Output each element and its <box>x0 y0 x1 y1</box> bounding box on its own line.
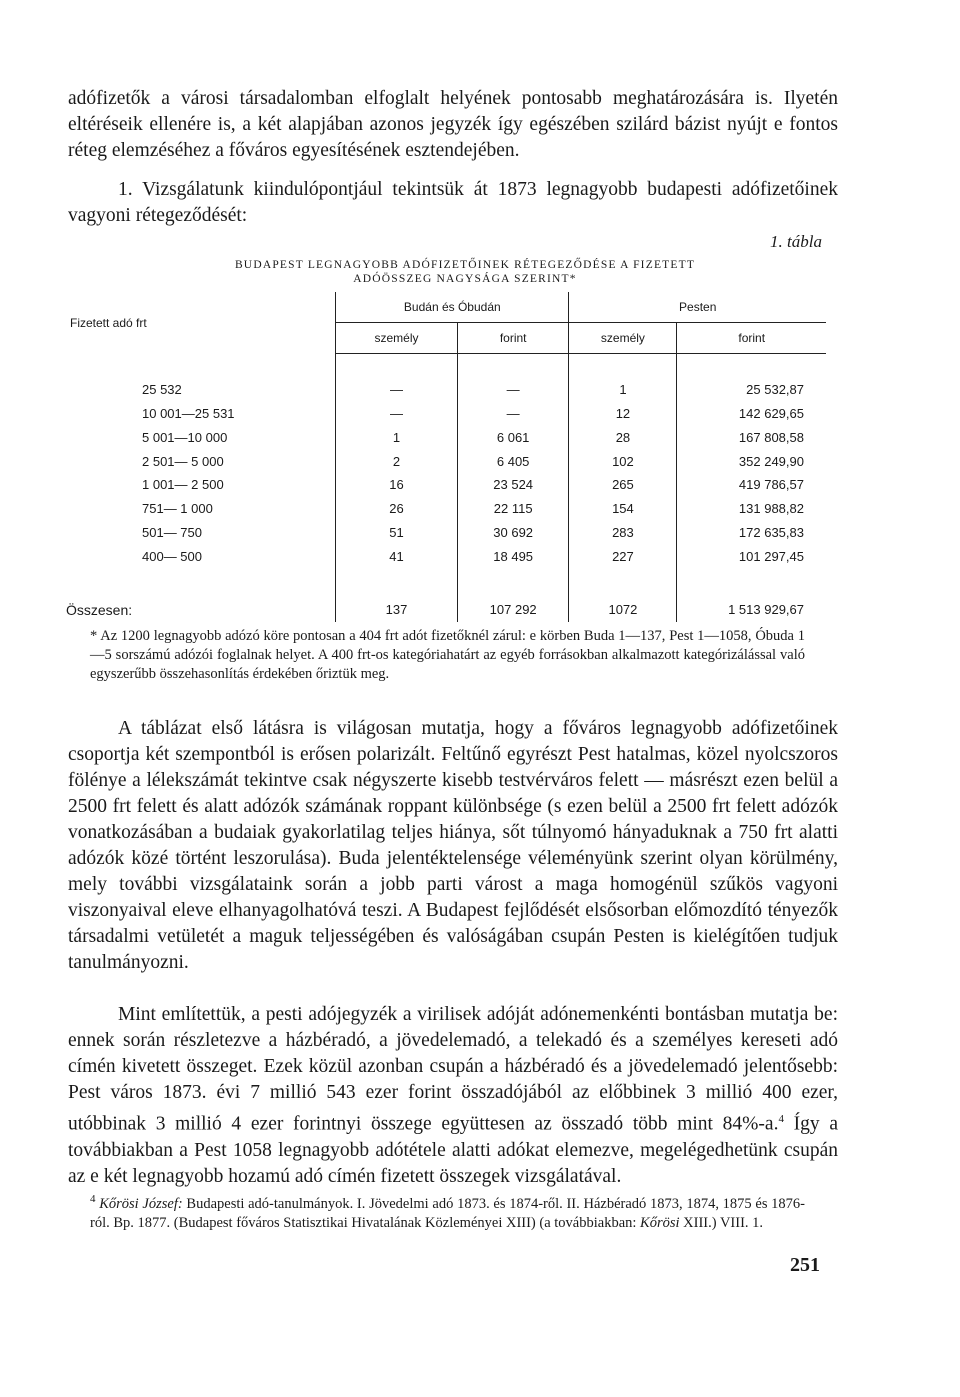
row-buda-szemely: 1 <box>336 425 458 449</box>
row-pest-forint: 142 629,65 <box>677 402 826 426</box>
row-buda-forint: 22 115 <box>457 497 569 521</box>
header-pest: Pesten <box>569 292 826 323</box>
table-row <box>66 497 826 521</box>
row-pest-szemely: 28 <box>569 425 677 449</box>
page-footnote <box>90 1190 805 1233</box>
row-buda-szemely: 41 <box>336 544 458 568</box>
row-category: 400— 500 <box>142 548 202 564</box>
row-buda-forint: 6 061 <box>457 425 569 449</box>
table-row <box>66 402 826 426</box>
total-row <box>66 592 826 622</box>
row-category: 501— 750 <box>142 524 202 540</box>
row-pest-forint: 131 988,82 <box>677 497 826 521</box>
header-buda: Budán és Óbudán <box>336 292 569 323</box>
row-buda-forint: 6 405 <box>457 449 569 473</box>
header-buda-szemely: személy <box>336 323 458 354</box>
row-buda-forint: 18 495 <box>457 544 569 568</box>
row-pest-szemely: 227 <box>569 544 677 568</box>
row-buda-szemely: — <box>336 378 458 402</box>
intro-paragraph: adófizetők a városi társadalomban elfoglalt helyének pontosabb meghatározására is. Ilyetén eltéréseik ellenére is, a két alapjában azonos jegyzék így egészében szilárd bázist nyújt e fontos réteg elemzéséhez a főváros egyesítésének esztendejében. <box>68 88 838 161</box>
row-buda-szemely: — <box>336 402 458 426</box>
row-category: 5 001—10 000 <box>142 429 228 445</box>
tax-table <box>66 292 826 622</box>
header-buda-forint: forint <box>457 323 569 354</box>
row-buda-szemely: 16 <box>336 473 458 497</box>
row-category: 25 532 <box>142 382 182 398</box>
page-number: 251 <box>790 1254 820 1276</box>
row-category: 10 001—25 531 <box>142 405 235 421</box>
body-paragraph-2-text: Mint említettük, a pesti adójegyzék a virilisek adóját adónemenkénti bontásban mutatja be: ennek során részletezve a házbéradó, a jövedelemadó, a telekadó és a személyes kereseti adó címén kivetett összeget. Ezek közül azonban csupán a házbéradó és a jövedelemadó jelentősebb: Pest város 1873. évi 7 millió 543 ezer forint összadójából az előbbinek 3 millió 400 ezer, utóbbinak 3 millió 4 ezer forintnyi összege együttesen az összadó több mint 84%-a. <box>68 1004 838 1135</box>
row-buda-szemely: 2 <box>336 449 458 473</box>
table-title-line1: BUDAPEST LEGNAGYOBB ADÓFIZETŐINEK RÉTEGEZŐDÉSE A FIZETETT <box>234 259 696 271</box>
row-pest-szemely: 12 <box>569 402 677 426</box>
page-footnote-author: Kőrösi József: <box>99 1195 183 1212</box>
footnote-reference: 4 <box>778 1113 784 1125</box>
row-pest-szemely: 283 <box>569 521 677 545</box>
row-buda-forint: 30 692 <box>457 521 569 545</box>
table-row <box>66 378 826 402</box>
header-pest-forint: forint <box>677 323 826 354</box>
row-buda-szemely: 26 <box>336 497 458 521</box>
header-category: Fizetett adó frt <box>70 315 147 330</box>
table-row <box>66 473 826 497</box>
row-pest-forint: 352 249,90 <box>677 449 826 473</box>
section-1-paragraph: 1. Vizsgálatunk kiindulópontjául tekintsük át 1873 legnagyobb budapesti adófizetőinek vagyoni rétegeződését: <box>68 179 838 226</box>
table-row <box>66 544 826 568</box>
body-paragraph-2 <box>68 1002 838 1190</box>
row-pest-szemely: 265 <box>569 473 677 497</box>
page-footnote-marker: 4 <box>90 1193 96 1205</box>
row-category: 2 501— 5 000 <box>142 453 224 469</box>
row-pest-forint: 167 808,58 <box>677 425 826 449</box>
table-label: 1. tábla <box>770 232 822 251</box>
table-row <box>66 521 826 545</box>
row-pest-forint: 101 297,45 <box>677 544 826 568</box>
row-buda-forint: — <box>457 402 569 426</box>
page-footnote-text-b: XIII.) VIII. 1. <box>679 1214 764 1231</box>
page-footnote-text-a: Budapesti adó-tanulmányok. I. Jövedelmi adó 1873. és 1874-ről. II. Házbéradó 1873, 1874, 1875 és 1876-ról. Bp. 1877. (Budapest főváros Statisztikai Hivatalának Közleményei XIII) (a továbbiakban: <box>90 1195 806 1231</box>
row-pest-szemely: 1 <box>569 378 677 402</box>
row-buda-szemely: 51 <box>336 521 458 545</box>
body-paragraph-1: A táblázat első látásra is világosan mutatja, hogy a főváros legnagyobb adófizetőinek csoportja két szempontból is erősen polarizált. Feltűnő egyrészt Pest hatalmas, közel nyolcszoros fölénye a lélekszámát tekintve csak négyszerte kisebb testvérváros felett — másrészt ezen belül a 2500 frt felett és alatt adózók számának roppant különbsége (s ezen belül a 2500 frt felett adózók vonatkozásában a budaiak gyakorlatilag teljes hiánya, sőt túlnyomó hányaduknak a 750 frt alatti adózók közé történt leszorulása). Buda jelentéktelensége véleményünk szerint olyan körülmény, mely további vizsgálataink során a jobb parti várost a maga homogénül szűkös vagyoni viszonyaival eleve elhanyagolhatóvá teszi. A Budapest fejlődését elsősorban előmozdító tényezők társadalmi vetületét a maguk teljességében és valóságában csupán Pesten is kielégítően tudjuk tanulmányozni. <box>68 718 838 973</box>
row-pest-szemely: 154 <box>569 497 677 521</box>
total-pest-szemely: 1072 <box>569 592 677 622</box>
page-footnote-short: Kőrösi <box>640 1214 680 1231</box>
row-pest-szemely: 102 <box>569 449 677 473</box>
total-buda-forint: 107 292 <box>457 592 569 622</box>
table-row <box>66 425 826 449</box>
total-buda-szemely: 137 <box>336 592 458 622</box>
total-label: Összesen: <box>66 601 133 618</box>
row-category: 1 001— 2 500 <box>142 477 224 493</box>
table-footnote: * Az 1200 legnagyobb adózó köre pontosan a 404 frt adót fizetőknél zárul: e körben Buda 1—137, Pest 1—1058, Óbuda 1—5 sorszámú adózói foglalnak helyet. A 400 frt-os kategóriahatárt az egyéb forrásokban alkalmazott kategórizálással való egyszerűbb összehasonlítás érdekében őriztük meg. <box>90 628 805 682</box>
total-pest-forint: 1 513 929,67 <box>677 592 826 622</box>
body-paragraph-2-end: Így a továbbiakban a Pest 1058 legnagyobb adótétele alatti adókat elemezve, megelégedhetünk csupán az e két legnagyobb hozamú adó címén fizetett összegek vizsgálatával. <box>68 1113 839 1187</box>
row-pest-forint: 172 635,83 <box>677 521 826 545</box>
row-category: 751— 1 000 <box>142 501 213 517</box>
row-pest-forint: 419 786,57 <box>677 473 826 497</box>
row-pest-forint: 25 532,87 <box>677 378 826 402</box>
table-row <box>66 449 826 473</box>
header-pest-szemely: személy <box>569 323 677 354</box>
row-buda-forint: — <box>457 378 569 402</box>
table-title <box>140 258 790 286</box>
table-title-line2: ADÓÖSSZEG NAGYSÁGA SZERINT* <box>353 273 577 285</box>
row-buda-forint: 23 524 <box>457 473 569 497</box>
